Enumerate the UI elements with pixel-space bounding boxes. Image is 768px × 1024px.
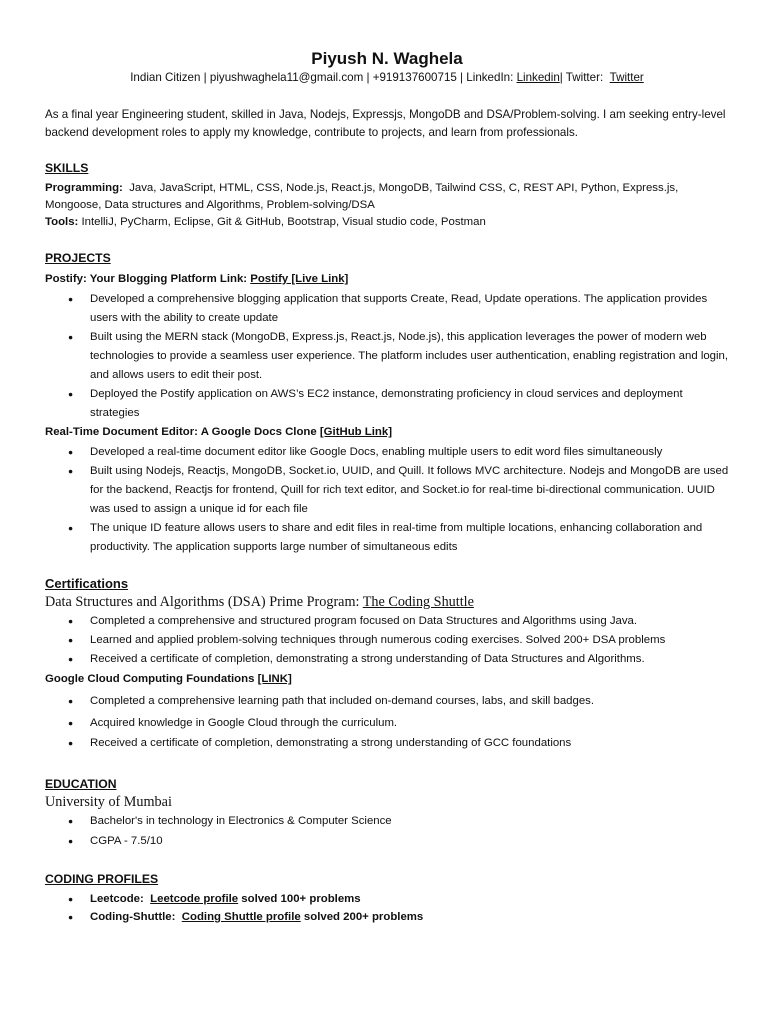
- coding-profiles-list: [45, 890, 729, 926]
- projects-section: [45, 250, 729, 557]
- list-item: ● Developed a real-time document editor like Google Docs, enabling multiple users to edit word files simultaneously: [45, 443, 729, 462]
- list-item: ● Deployed the Postify application on AWS’s EC2 instance, demonstrating proficiency in cloud services and deployment strategies: [45, 385, 729, 423]
- list-item: ● The unique ID feature allows users to share and edit files in real-time from multiple locations, enhancing collaboration and productivity. The application supports large number of simultaneous edits: [45, 519, 729, 557]
- gcc-title: Google Cloud Computing Foundations: [45, 673, 258, 685]
- list-item: ● Built using the MERN stack (MongoDB, Express.js, React.js, Node.js), this application leverages the power of modern web technologies to provide a seamless user experience. The platform includes user authentication, enabling registration and login, and allows users to edit their post.: [45, 328, 729, 385]
- postify-title: Postify: Your Blogging Platform Link:: [45, 273, 251, 285]
- coding-shuttle-label: Coding-Shuttle:: [90, 911, 176, 923]
- list-item: ● Built using Nodejs, Reactjs, MongoDB, Socket.io, UUID, and Quill. It follows MVC architecture. Nodejs and MongoDB are used for the backend, Reactjs for frontend, Quill for rich text editor, and Socket.io for real-time bi-directional communication. UUID was used to assign a unique id for each file: [45, 462, 729, 519]
- coding-profiles-heading: CODING PROFILES: [45, 872, 159, 886]
- certifications-section: [45, 575, 729, 753]
- skills-section: [45, 160, 729, 231]
- education-bullets: [45, 811, 729, 851]
- candidate-name: Piyush N. Waghela: [311, 49, 463, 68]
- coding-shuttle-link[interactable]: The Coding Shuttle: [362, 594, 474, 610]
- coding-profiles-section: [45, 871, 729, 926]
- doc-editor-bullets: [45, 443, 729, 557]
- list-item: ● Acquired knowledge in Google Cloud through the curriculum.: [45, 712, 729, 734]
- gcc-bullets: [45, 690, 729, 753]
- leetcode-text: solved 100+ problems: [238, 893, 361, 905]
- coding-shuttle-profile-link[interactable]: Coding Shuttle profile: [181, 911, 301, 923]
- postify-bullets: [45, 290, 729, 423]
- list-item: ● Completed a comprehensive and structured program focused on Data Structures and Algorithms using Java.: [45, 612, 729, 631]
- contact-details: Indian Citizen | piyushwaghela11@gmail.com | +919137600715 | LinkedIn:: [130, 71, 517, 84]
- leetcode-profile-link[interactable]: Leetcode profile: [150, 893, 239, 905]
- education-heading: EDUCATION: [45, 777, 117, 791]
- coding-shuttle-text: solved 200+ problems: [300, 911, 424, 923]
- gcc-link[interactable]: [LINK]: [257, 673, 292, 685]
- project-title-doc-editor: [45, 424, 729, 441]
- list-item: ● Learned and applied problem-solving techniques through numerous coding exercises. Solved 200+ DSA problems: [45, 631, 729, 650]
- school-name: University of Mumbai: [45, 794, 172, 810]
- dsa-bullets: [45, 612, 729, 669]
- leetcode-label: Leetcode:: [90, 893, 144, 905]
- doc-editor-title: Real-Time Document Editor: A Google Docs Clone: [45, 426, 320, 438]
- list-item: ● Completed a comprehensive learning path that included on-demand courses, labs, and skill badges.: [45, 690, 729, 712]
- certifications-heading: Certifications: [45, 576, 129, 591]
- postify-live-link[interactable]: Postify [Live Link]: [250, 273, 349, 285]
- project-title-postify: [45, 271, 729, 288]
- list-item: ● Bachelor's in technology in Electronics & Computer Science: [45, 811, 729, 832]
- skills-heading: SKILLS: [45, 161, 89, 175]
- programming-label: Programming:: [45, 182, 123, 194]
- skills-programming: [45, 180, 729, 214]
- list-item: [45, 908, 729, 926]
- doc-editor-github-link[interactable]: [GitHub Link]: [319, 426, 393, 438]
- cert-title-gcc: [45, 671, 729, 688]
- linkedin-link[interactable]: Linkedin: [516, 71, 560, 84]
- list-item: ● Received a certificate of completion, demonstrating a strong understanding of GCC foundations: [45, 734, 729, 753]
- list-item: ● Developed a comprehensive blogging application that supports Create, Read, Update operations. The application provides users with the ability to create update: [45, 290, 729, 328]
- programming-text: Java, JavaScript, HTML, CSS, Node.js, React.js, MongoDB, Tailwind CSS, C, REST API, Python, Express.js, Mongoose, Data structures and Algorithms, Problem-solving/DSA: [45, 182, 679, 211]
- tools-label: Tools:: [45, 216, 79, 228]
- list-item: [45, 890, 729, 908]
- tools-text: IntelliJ, PyCharm, Eclipse, Git & GitHub, Bootstrap, Visual studio code, Postman: [81, 216, 486, 228]
- resume-page: [45, 48, 729, 926]
- dsa-title: Data Structures and Algorithms (DSA) Prime Program:: [45, 594, 363, 610]
- projects-heading: PROJECTS: [45, 251, 111, 265]
- twitter-link[interactable]: Twitter: [609, 71, 644, 84]
- twitter-prefix: | Twitter:: [559, 71, 607, 84]
- list-item: ● CGPA - 7.5/10: [45, 832, 729, 851]
- list-item: ● Received a certificate of completion, demonstrating a strong understanding of Data Structures and Algorithms.: [45, 650, 729, 669]
- contact-line: [45, 70, 729, 86]
- cert-title-dsa: [45, 592, 729, 612]
- summary-paragraph: As a final year Engineering student, skilled in Java, Nodejs, Expressjs, MongoDB and DSA/Problem-solving. I am seeking entry-level backend development roles to apply my knowledge, contribute to projects, and learn from professionals.: [45, 108, 726, 139]
- education-section: [45, 776, 729, 851]
- skills-tools: [45, 214, 729, 231]
